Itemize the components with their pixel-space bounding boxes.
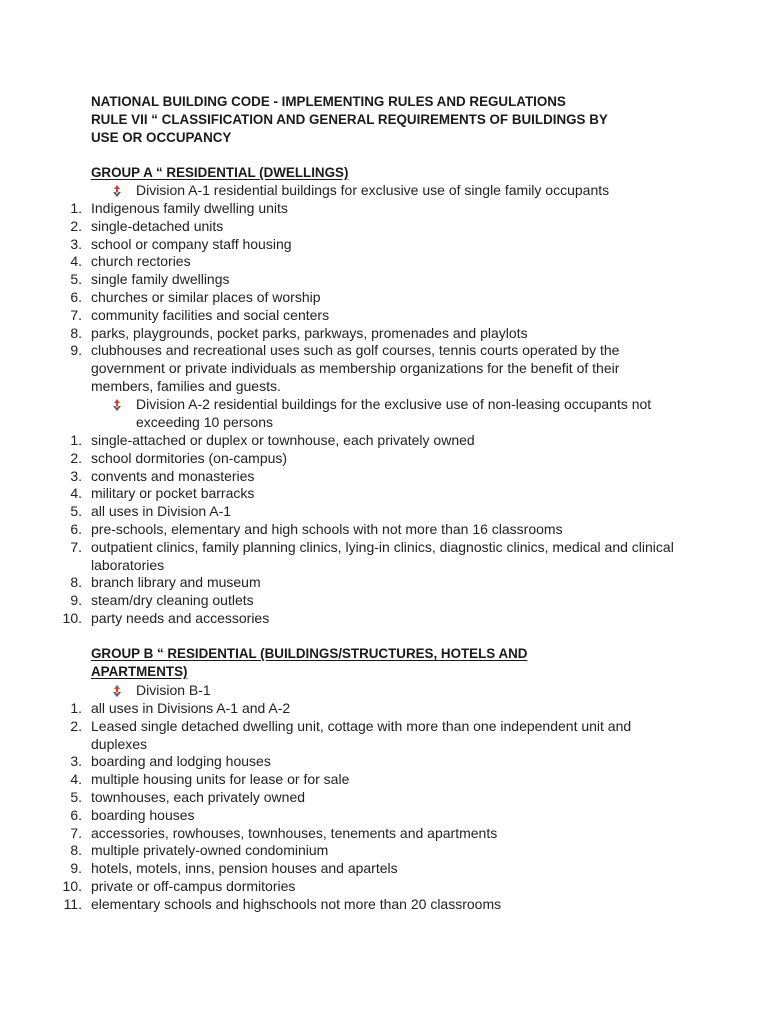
list-item-number: 3. xyxy=(70,753,82,770)
list-item-number: 5. xyxy=(70,271,82,288)
list-item-text: convents and monasteries xyxy=(91,467,255,484)
list-item-text: multiple housing units for lease or for sale xyxy=(91,771,350,788)
division-a1-label: Division A-1 residential buildings for exclusive use of single family occupants xyxy=(136,182,610,198)
document-title: NATIONAL BUILDING CODE - IMPLEMENTING RULES AND REGULATIONS xyxy=(91,94,566,109)
list-item-text: community facilities and social centers xyxy=(91,306,330,323)
list-item-text: all uses in Divisions A-1 and A-2 xyxy=(91,700,291,716)
list-item-number: 7. xyxy=(70,538,82,555)
list-item-number: 8. xyxy=(70,324,82,341)
list-item-text: pre-schools, elementary and high schools with not more than 16 classrooms xyxy=(91,521,563,537)
division-a2-label: Division A-2 residential buildings for the exclusive use of non-leasing occupants not exceeding 10 persons xyxy=(136,396,652,430)
list-item-text: all uses in Division A-1 xyxy=(91,503,232,520)
list-item-number: 9. xyxy=(70,342,82,359)
list-item-number: 6. xyxy=(70,806,82,823)
list-item-text: multiple privately-owned condominium xyxy=(91,842,329,859)
list-item-text: school or company staff housing xyxy=(91,235,292,252)
list-item-number: 4. xyxy=(70,771,82,788)
list-item-text: hotels, motels, inns, pension houses and apartels xyxy=(91,860,398,877)
list-item-text: outpatient clinics, family planning clinics, lying-in clinics, diagnostic clinics, medical and clinical laboratories xyxy=(91,538,674,573)
list-item-number: 5. xyxy=(70,503,82,520)
list-item-text: party needs and accessories xyxy=(91,610,270,626)
list-item-number: 1. xyxy=(70,200,82,216)
list-item-number: 10. xyxy=(62,878,82,894)
list-item-text: clubhouses and recreational uses such as golf courses, tennis courts operated by the government or private individuals as membership organizations for the benefit of their members, families and guests. xyxy=(91,342,620,394)
diamond-arrow-bullet-icon xyxy=(110,684,124,698)
list-item-text: single-detached units xyxy=(91,217,224,234)
list-item-number: 2. xyxy=(70,217,82,234)
list-item-number: 6. xyxy=(70,521,82,537)
list-item-number: 7. xyxy=(70,824,82,841)
group-a-heading: GROUP A “ RESIDENTIAL (DWELLINGS) xyxy=(91,165,349,180)
list-item-text: accessories, rowhouses, townhouses, tenements and apartments xyxy=(91,824,498,841)
list-item-number: 11. xyxy=(63,895,82,912)
list-item-text: churches or similar places of worship xyxy=(91,289,321,305)
rule-title: RULE VII “ CLASSIFICATION AND GENERAL REQUIREMENTS OF BUILDINGS BY xyxy=(91,112,608,127)
list-item-text: boarding houses xyxy=(91,806,195,823)
list-item-text: single family dwellings xyxy=(91,271,230,288)
list-item-number: 4. xyxy=(70,253,82,270)
list-item-text: steam/dry cleaning outlets xyxy=(91,592,254,609)
list-item-number: 9. xyxy=(70,592,82,609)
list-item-text: parks, playgrounds, pocket parks, parkways, promenades and playlots xyxy=(91,324,528,341)
list-item-number: 10. xyxy=(62,610,82,626)
list-item-number: 2. xyxy=(70,449,82,466)
list-item-number: 8. xyxy=(70,842,82,859)
list-item-number: 5. xyxy=(70,789,82,805)
group-b-heading: GROUP B “ RESIDENTIAL (BUILDINGS/STRUCTURES, HOTELS AND xyxy=(91,646,528,661)
list-item-text: boarding and lodging houses xyxy=(91,753,271,770)
list-item-number: 3. xyxy=(70,467,82,484)
list-item-number: 9. xyxy=(70,860,82,877)
group-b-heading-continued: APARTMENTS) xyxy=(91,664,188,679)
list-item-number: 8. xyxy=(70,574,82,591)
list-item-number: 7. xyxy=(70,306,82,323)
list-item-text: Leased single detached dwelling unit, cottage with more than one independent unit and duplexes xyxy=(91,717,632,752)
list-item-text: single-attached or duplex or townhouse, each privately owned xyxy=(91,432,475,448)
list-item-text: elementary schools and highschools not more than 20 classrooms xyxy=(91,895,502,912)
division-b1-label: Division B-1 xyxy=(136,682,211,698)
list-item-text: military or pocket barracks xyxy=(91,485,255,502)
list-item-text: Indigenous family dwelling units xyxy=(91,200,288,216)
list-item-number: 1. xyxy=(70,432,82,448)
list-item-text: church rectories xyxy=(91,253,191,270)
list-item-number: 1. xyxy=(70,700,82,716)
list-item-text: townhouses, each privately owned xyxy=(91,789,306,805)
list-item-text: private or off-campus dormitories xyxy=(91,878,296,894)
rule-title-continued: USE OR OCCUPANCY xyxy=(91,130,232,145)
list-item-number: 3. xyxy=(70,235,82,252)
list-item-text: school dormitories (on-campus) xyxy=(91,449,288,466)
list-item-number: 2. xyxy=(70,717,82,734)
list-item-text: branch library and museum xyxy=(91,574,261,591)
diamond-arrow-bullet-icon xyxy=(110,184,124,198)
diamond-arrow-bullet-icon xyxy=(110,398,124,412)
list-item-number: 6. xyxy=(70,289,82,305)
list-item-number: 4. xyxy=(70,485,82,502)
